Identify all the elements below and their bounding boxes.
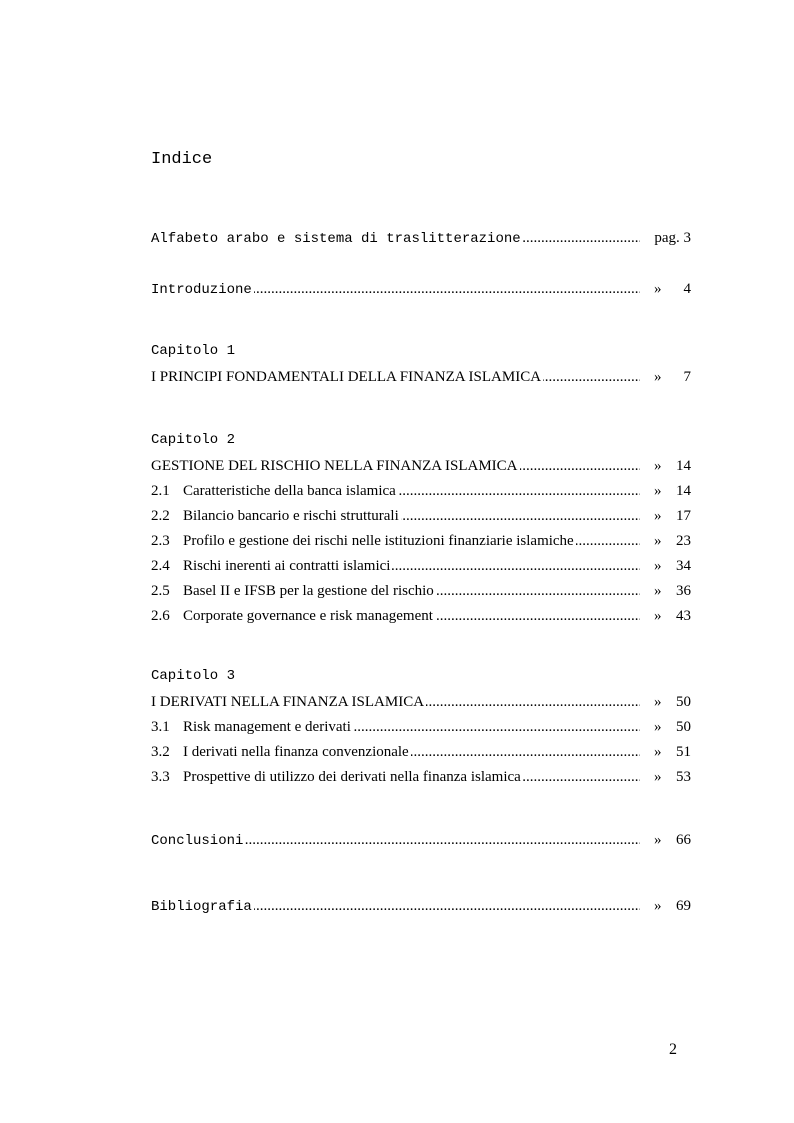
toc-page-ref (654, 608, 691, 625)
toc-entry-introduzione[interactable] (151, 281, 691, 303)
chapter-label: Capitolo 2 (151, 432, 236, 448)
section-number: 2.6 (151, 608, 170, 624)
toc-page-ref (654, 583, 691, 600)
section-title: Profilo e gestione dei rischi nelle istituzioni finanziarie islamiche (183, 533, 574, 549)
page-marker: » (654, 719, 662, 735)
section-title: Caratteristiche della banca islamica (183, 483, 396, 499)
toc-chapter-title[interactable] (151, 458, 691, 480)
page-value: 34 (676, 558, 691, 574)
section-number: 3.1 (151, 719, 170, 735)
section-title: I derivati nella finanza convenzionale (183, 744, 409, 760)
toc-page-ref (654, 369, 691, 386)
toc-entry-label: Conclusioni (151, 833, 244, 849)
toc-page-ref (654, 458, 691, 475)
toc-entry-label (151, 508, 401, 525)
toc-page-ref (654, 533, 691, 550)
toc-entry-label (151, 769, 523, 786)
toc-entry-label (151, 608, 435, 625)
toc-page-ref (654, 483, 691, 500)
page-marker: » (654, 369, 662, 385)
toc-page-ref (654, 230, 691, 247)
page-value: 23 (676, 533, 691, 549)
toc-section[interactable] (151, 744, 691, 766)
chapter-label: Capitolo 3 (151, 668, 236, 684)
toc-entry-label (151, 558, 392, 575)
section-title: Risk management e derivati (183, 719, 351, 735)
toc-page-ref (654, 694, 691, 711)
toc-entry-bibliografia[interactable] (151, 898, 691, 920)
page-marker: » (654, 898, 662, 914)
page-value: 50 (676, 694, 691, 710)
toc-section[interactable] (151, 719, 691, 741)
page-marker: » (654, 458, 662, 474)
section-title: Rischi inerenti ai contratti islamici (183, 558, 391, 574)
toc-page-ref (654, 281, 691, 298)
toc-section[interactable] (151, 483, 691, 505)
page-marker: » (654, 558, 662, 574)
toc-entry-label: Introduzione (151, 282, 252, 298)
toc-page-ref (654, 719, 691, 736)
section-number: 3.3 (151, 769, 170, 785)
page-marker: » (654, 832, 662, 848)
toc-section[interactable] (151, 769, 691, 791)
toc-entry-label (151, 744, 411, 761)
section-title: Prospettive di utilizzo dei derivati nella finanza islamica (183, 769, 521, 785)
toc-entry-label (151, 583, 436, 600)
page-value: 4 (683, 281, 691, 297)
section-number: 3.2 (151, 744, 170, 760)
page-value: 3 (683, 230, 691, 246)
page-title: Indice (151, 150, 213, 169)
page-marker: » (654, 769, 662, 785)
toc-entry-label: I DERIVATI NELLA FINANZA ISLAMICA (151, 694, 425, 710)
toc-entry-label (151, 533, 576, 550)
section-number: 2.4 (151, 558, 170, 574)
toc-entry-label (151, 719, 353, 736)
toc-page-ref (654, 744, 691, 761)
page-value: 69 (676, 898, 691, 914)
toc-entry-label: Bibliografia (151, 899, 252, 915)
toc-section[interactable] (151, 533, 691, 555)
page-value: 7 (683, 369, 691, 385)
toc-entry-label: I PRINCIPI FONDAMENTALI DELLA FINANZA ISLAMICA (151, 369, 542, 385)
page-value: 14 (676, 483, 691, 499)
toc-page-ref (654, 832, 691, 849)
page-marker: » (654, 608, 662, 624)
page-marker: » (654, 744, 662, 760)
toc-section[interactable] (151, 508, 691, 530)
chapter-label: Capitolo 1 (151, 343, 236, 359)
page-marker: » (654, 281, 662, 297)
page-number: 2 (669, 1041, 677, 1058)
page-value: 36 (676, 583, 691, 599)
toc-section[interactable] (151, 608, 691, 630)
toc-page-ref (654, 769, 691, 786)
toc-entry-label: GESTIONE DEL RISCHIO NELLA FINANZA ISLAMICA (151, 458, 518, 474)
page-value: 43 (676, 608, 691, 624)
section-number: 2.2 (151, 508, 170, 524)
page-value: 66 (676, 832, 691, 848)
section-number: 2.1 (151, 483, 170, 499)
page-marker: » (654, 508, 662, 524)
toc-chapter-title[interactable] (151, 694, 691, 716)
page-value: 50 (676, 719, 691, 735)
toc-entry-label: Alfabeto arabo e sistema di traslitterazione (151, 231, 521, 247)
toc-entry-conclusioni[interactable] (151, 832, 691, 854)
section-title: Bilancio bancario e rischi strutturali (183, 508, 399, 524)
toc-chapter-title[interactable] (151, 369, 691, 391)
toc-page-ref (654, 558, 691, 575)
section-title: Corporate governance e risk management (183, 608, 433, 624)
page-marker: pag. (654, 230, 680, 246)
page-marker: » (654, 483, 662, 499)
page-value: 51 (676, 744, 691, 760)
page-value: 14 (676, 458, 691, 474)
toc-page-ref (654, 508, 691, 525)
page-value: 53 (676, 769, 691, 785)
toc-page-ref (654, 898, 691, 915)
toc-section[interactable] (151, 558, 691, 580)
section-number: 2.3 (151, 533, 170, 549)
section-title: Basel II e IFSB per la gestione del rischio (183, 583, 434, 599)
toc-section[interactable] (151, 583, 691, 605)
toc-entry-alphabet[interactable] (151, 230, 691, 252)
toc-entry-label (151, 483, 398, 500)
page-marker: » (654, 583, 662, 599)
page-marker: » (654, 694, 662, 710)
page-marker: » (654, 533, 662, 549)
page-value: 17 (676, 508, 691, 524)
section-number: 2.5 (151, 583, 170, 599)
